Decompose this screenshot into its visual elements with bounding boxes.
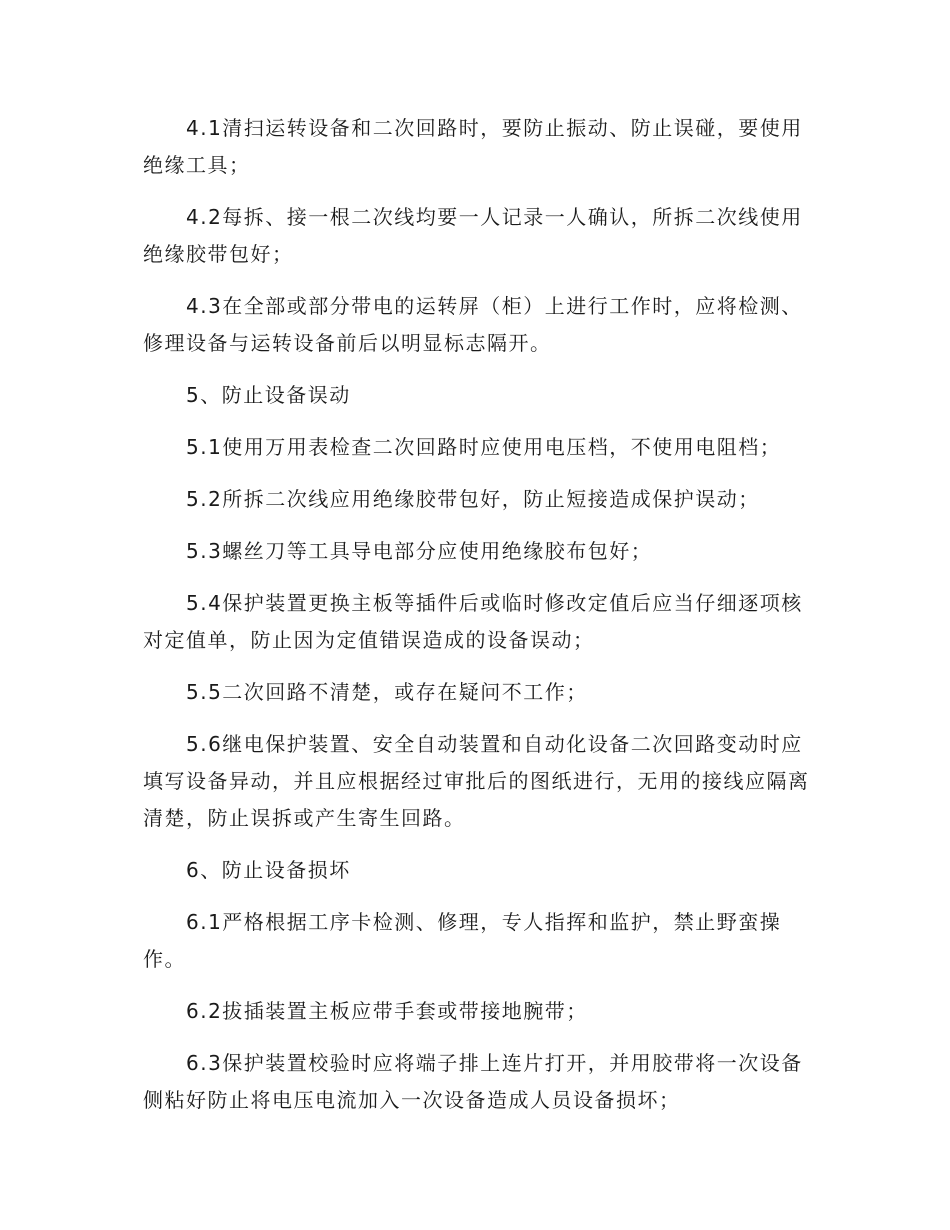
section-heading-6: 6、防止设备损坏 — [186, 858, 351, 882]
paragraph-4-2: 4.2每拆、接一根二次线均要一人记录一人确认，所拆二次线使用绝缘胶带包好； — [143, 205, 803, 266]
paragraph-4-1: 4.1清扫运转设备和二次回路时，要防止振动、防止误碰，要使用绝缘工具； — [143, 116, 803, 177]
paragraph-6-1: 6.1严格根据工序卡检测、修理，专人指挥和监护，禁止野蛮操作。 — [143, 910, 782, 971]
paragraph-5-5: 5.5二次回路不清楚，或存在疑问不工作； — [186, 680, 588, 704]
paragraph-5-3: 5.3螺丝刀等工具导电部分应使用绝缘胶布包好； — [186, 539, 653, 563]
paragraph-6-2: 6.2拔插装置主板应带手套或带接地腕带； — [186, 999, 588, 1023]
paragraph-6-3: 6.3保护装置校验时应将端子排上连片打开，并用胶带将一次设备侧粘好防止将电压电流加入一次设备造成人员设备损坏； — [143, 1051, 803, 1112]
paragraph-5-4: 5.4保护装置更换主板等插件后或临时修改定值后应当仔细逐项核对定值单，防止因为定值错误造成的设备误动； — [143, 591, 803, 652]
paragraph-5-6: 5.6继电保护装置、安全自动装置和自动化设备二次回路变动时应填写设备异动，并且应根据经过审批后的图纸进行，无用的接线应隔离清楚，防止误拆或产生寄生回路。 — [143, 732, 810, 830]
section-heading-5: 5、防止设备误动 — [186, 383, 351, 407]
document-body — [143, 110, 811, 1134]
paragraph-5-2: 5.2所拆二次线应用绝缘胶带包好，防止短接造成保护误动； — [186, 487, 760, 511]
paragraph-4-3: 4.3在全部或部分带电的运转屏（柜）上进行工作时，应将检测、修理设备与运转设备前后以明显标志隔开。 — [143, 294, 803, 355]
paragraph-5-1: 5.1使用万用表检查二次回路时应使用电压档，不使用电阻档； — [186, 435, 782, 459]
